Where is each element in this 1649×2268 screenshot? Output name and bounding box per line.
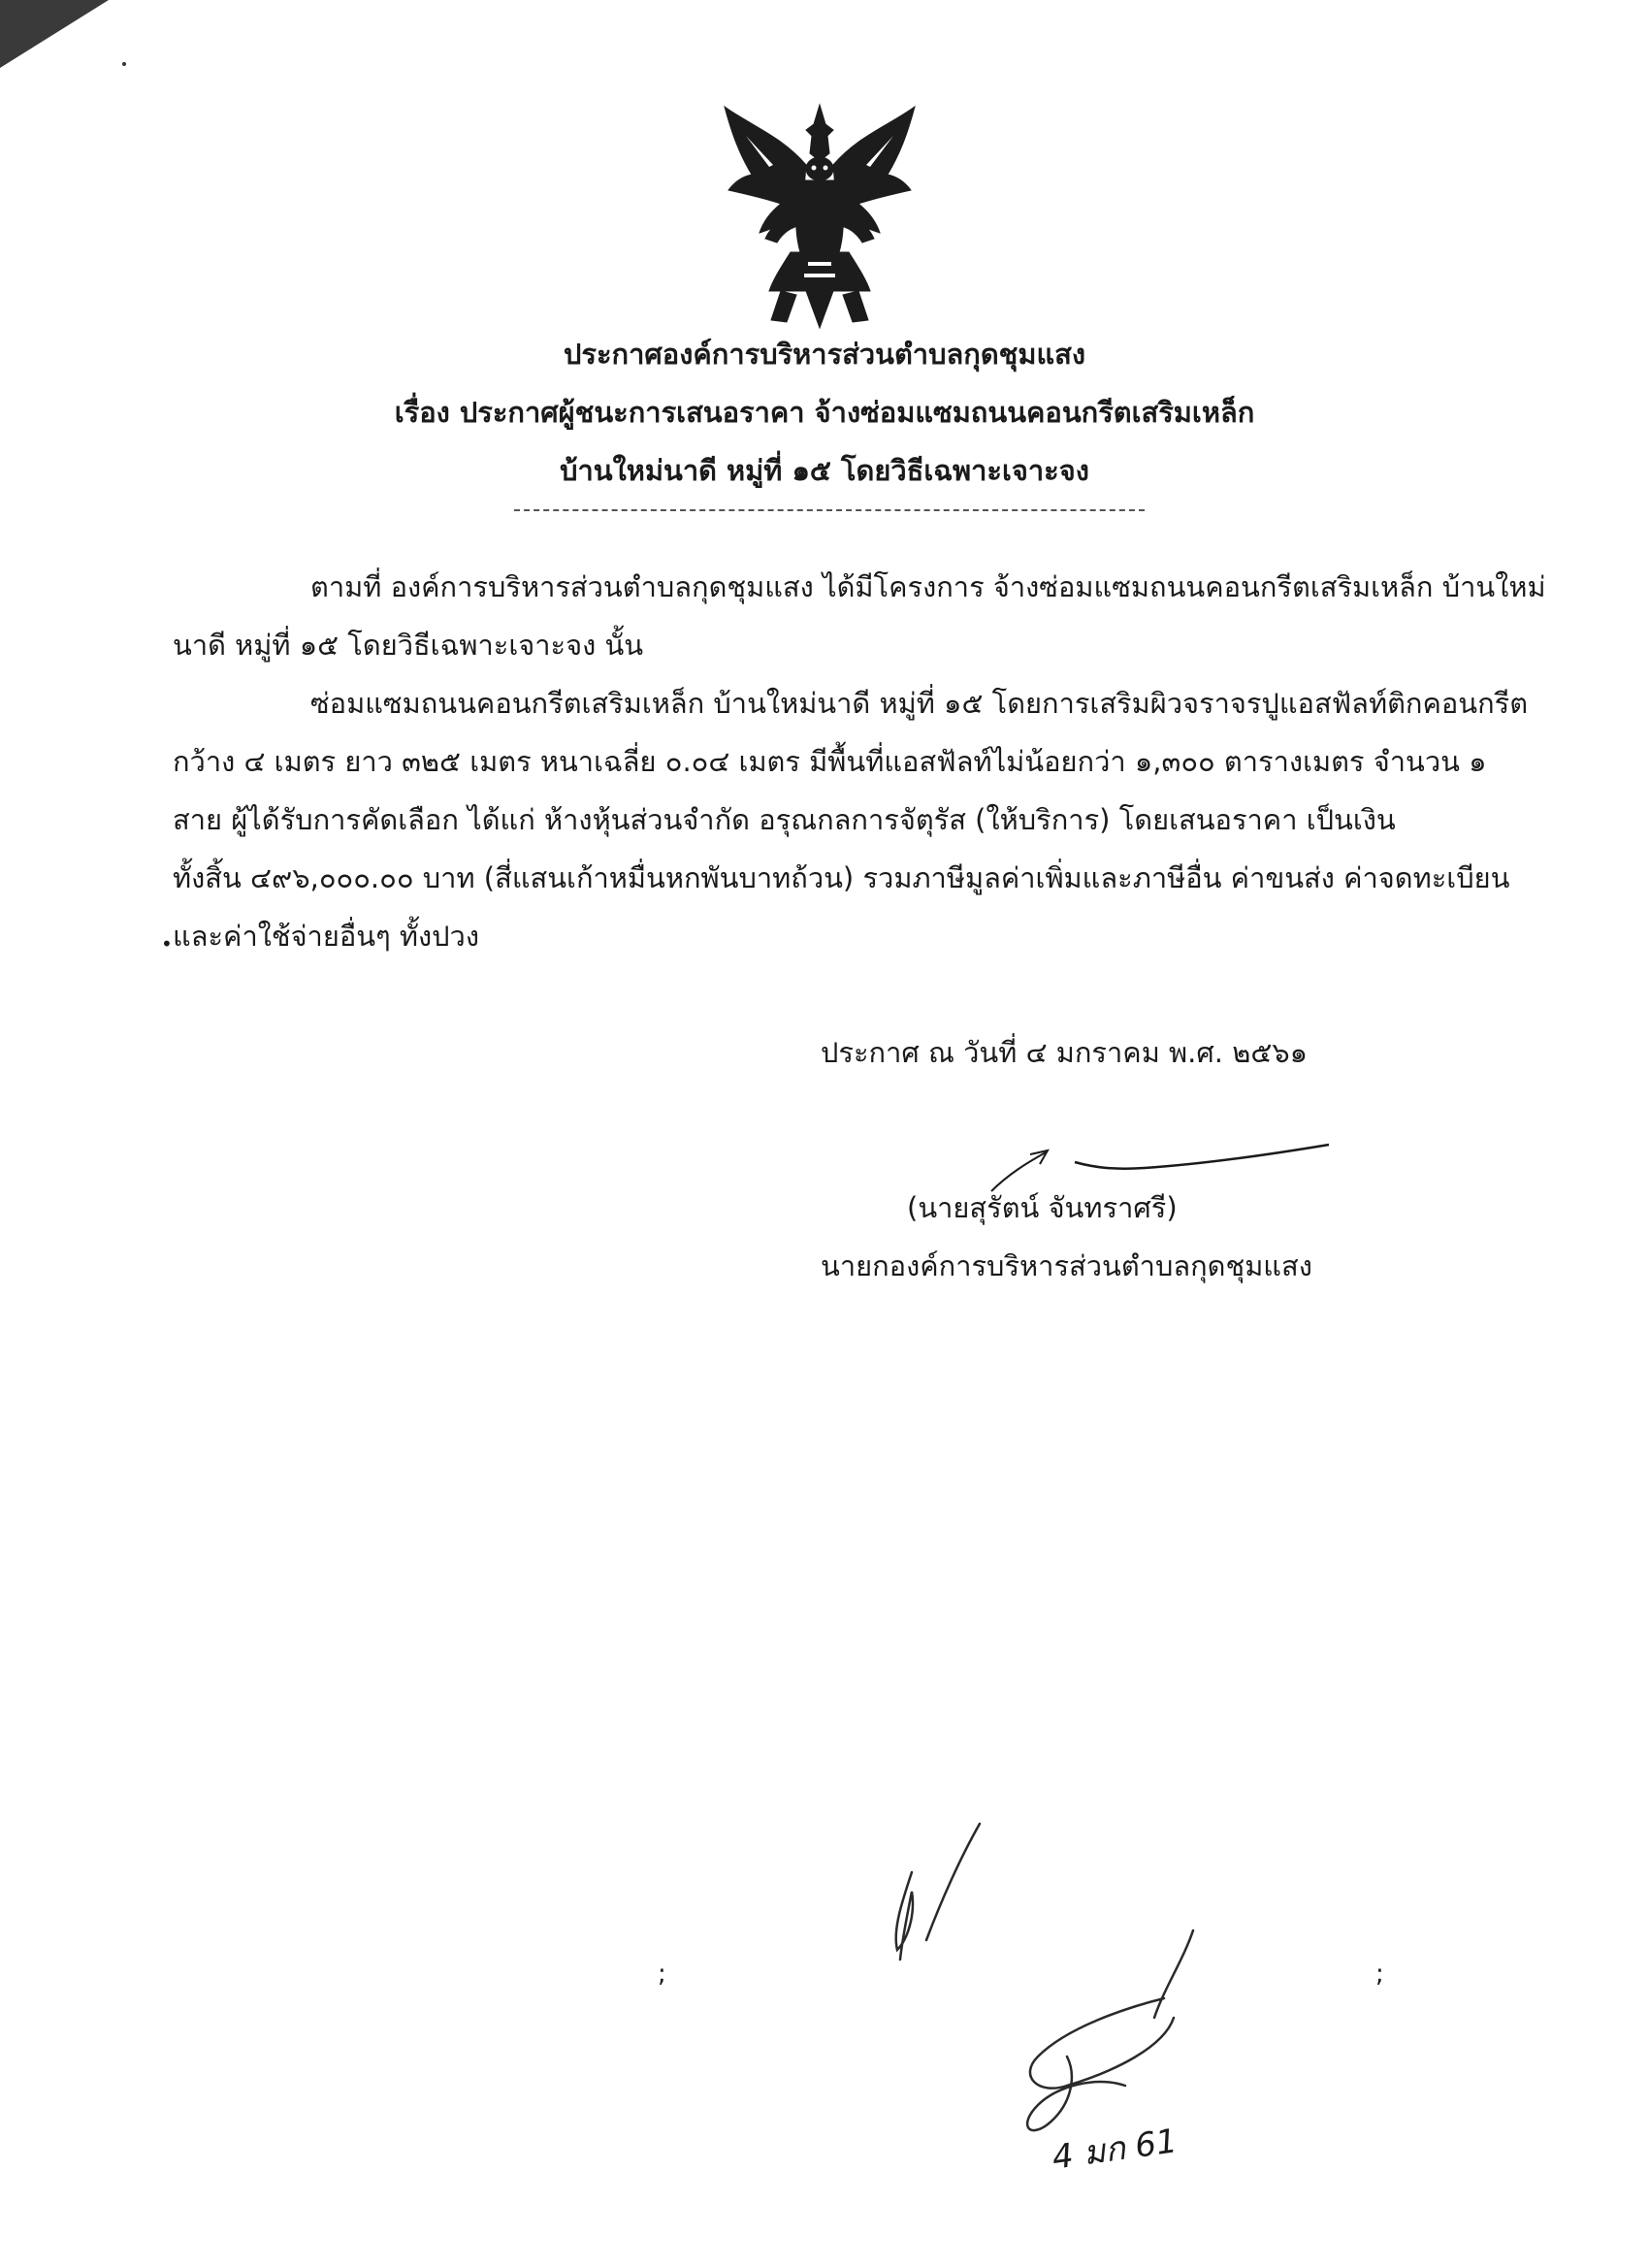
margin-mark-right: ; — [1375, 1960, 1384, 1989]
paragraph-1-line-1: ตามที่ องค์การบริหารส่วนตำบลกุดชุมแสง ได้มีโครงการ จ้างซ่อมแซมถนนคอนกรีตเสริมเหล็ก บ้านใหม่ — [310, 570, 1546, 603]
paragraph-1-line-2: นาดี หมู่ที่ ๑๕ โดยวิธีเฉพาะเจาะจง นั้น — [173, 629, 644, 662]
ink-dot: • — [161, 932, 173, 956]
announcement-subject-continued: บ้านใหม่นาดี หมู่ที่ ๑๕ โดยวิธีเฉพาะเจาะจง — [560, 454, 1089, 487]
announcement-date: ประกาศ ณ วันที่ ๔ มกราคม พ.ศ. ๒๕๖๑ — [821, 1036, 1309, 1069]
heading-divider — [514, 509, 1145, 511]
paragraph-2-line-5: และค่าใช้จ่ายอื่นๆ ทั้งปวง — [173, 920, 479, 953]
margin-mark-left: ; — [658, 1960, 666, 1989]
handwritten-initials — [873, 1814, 1261, 2241]
announcement-subject: เรื่อง ประกาศผู้ชนะการเสนอราคา จ้างซ่อมแซมถนนคอนกรีตเสริมเหล็ก — [394, 396, 1255, 429]
scan-corner-shadow — [0, 0, 126, 78]
signatory-name: (นายสุรัตน์ จันทราศรี) — [907, 1191, 1178, 1224]
paragraph-2-line-2: กว้าง ๔ เมตร ยาว ๓๒๕ เมตร หนาเฉลี่ย ๐.๐๔ เมตร มีพื้นที่แอสฟัลท์ไม่น้อยกว่า ๑,๓๐๐ ตารางเมตร จำนวน ๑ — [173, 745, 1487, 778]
paragraph-2-line-4: ทั้งสิ้น ๔๙๖,๐๐๐.๐๐ บาท (สี่แสนเก้าหมื่นหกพันบาทถ้วน) รวมภาษีมูลค่าเพิ่มและภาษีอื่น ค่าขนส่ง ค่าจดทะเบียน — [173, 861, 1510, 894]
garuda-emblem — [713, 97, 926, 330]
signatory-position: นายกองค์การบริหารส่วนตำบลกุดชุมแสง — [821, 1249, 1312, 1282]
announcement-issuer: ประกาศองค์การบริหารส่วนตำบลกุดชุมแสง — [563, 338, 1085, 371]
paragraph-2-line-1: ซ่อมแซมถนนคอนกรีตเสริมเหล็ก บ้านใหม่นาดี หมู่ที่ ๑๕ โดยการเสริมผิวจราจรปูแอสฟัลท์ติกคอนกรีต — [310, 687, 1529, 720]
handwritten-date: 4 มก 61 — [1050, 2122, 1180, 2178]
paragraph-2-line-3: สาย ผู้ได้รับการคัดเลือก ได้แก่ ห้างหุ้นส่วนจำกัด อรุณกลการจัตุรัส (ให้บริการ) โดยเสนอราคา เป็นเงิน — [173, 803, 1396, 836]
